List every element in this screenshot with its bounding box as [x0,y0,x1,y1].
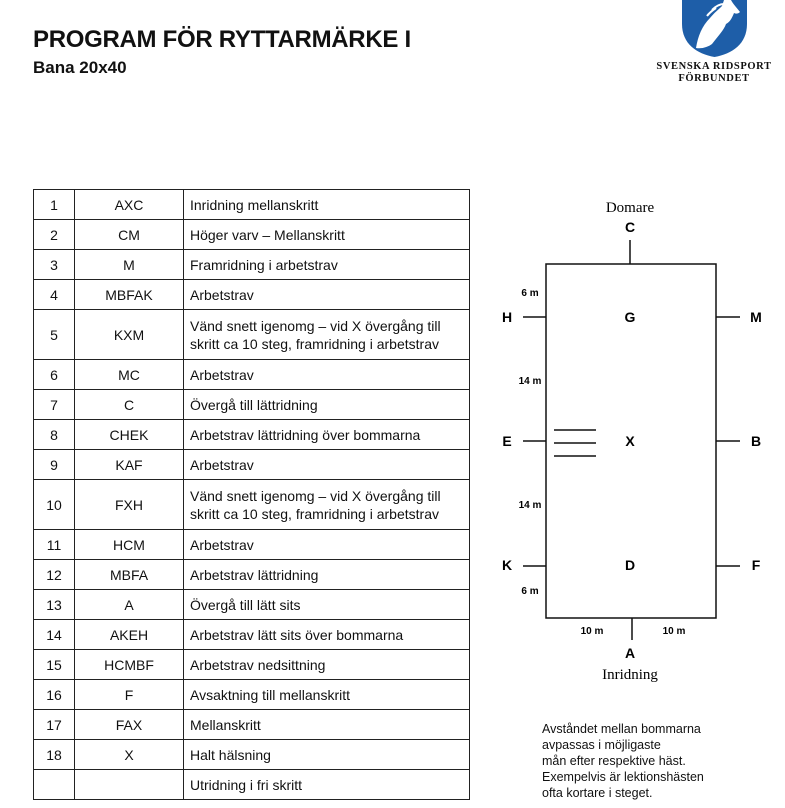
program-table [33,189,470,800]
movement-description: Arbetstrav nedsittning [184,650,470,680]
judge-label: Domare [605,200,655,216]
dim-bottom: 6 m [521,586,539,597]
table-row [34,590,470,620]
table-row [34,190,470,220]
table-row [34,710,470,740]
table-row [34,650,470,680]
letter-M: M [750,309,762,325]
movement-number: 13 [34,590,75,620]
letter-D: D [624,557,636,573]
letter-K: K [501,557,513,573]
letter-F: F [751,557,761,573]
logo-text-line2: FÖRBUNDET [678,73,750,84]
logo-text-line1: SVENSKA RIDSPORT [656,61,772,72]
table-row [34,530,470,560]
movement-description: Arbetstrav [184,280,470,310]
table-row [34,770,470,800]
movement-letters: KXM [75,310,184,360]
movement-description: Övergå till lättridning [184,390,470,420]
movement-letters: FAX [75,710,184,740]
table-row [34,680,470,710]
movement-number: 16 [34,680,75,710]
dim-top: 6 m [521,288,539,299]
movement-number: 18 [34,740,75,770]
table-row [34,360,470,390]
movement-letters: KAF [75,450,184,480]
movement-description: Framridning i arbetstrav [184,250,470,280]
movement-description: Arbetstrav lättridning [184,560,470,590]
movement-number: 8 [34,420,75,450]
movement-letters: MC [75,360,184,390]
movement-number: 12 [34,560,75,590]
arena-diagram [490,190,780,690]
dim-left-half: 10 m [580,626,604,637]
page-title: PROGRAM FÖR RYTTARMÄRKE I [33,26,411,53]
entry-label: Inridning [602,667,658,683]
movement-description: Halt hälsning [184,740,470,770]
movement-letters: MBFAK [75,280,184,310]
dim-upper: 14 m [518,376,542,387]
table-row [34,310,470,360]
movement-letters [75,770,184,800]
table-row [34,250,470,280]
table-row [34,220,470,250]
table-row [34,420,470,450]
note-line: mån efter respektive häst. [542,754,686,768]
movement-description: Mellanskritt [184,710,470,740]
movement-number: 1 [34,190,75,220]
movement-number: 15 [34,650,75,680]
movement-letters: CHEK [75,420,184,450]
movement-description: Arbetstrav lätt sits över bommarna [184,620,470,650]
table-row [34,480,470,530]
letter-C: C [624,219,636,235]
letter-H: H [501,309,513,325]
pole-distance-note [542,721,704,801]
table-row [34,560,470,590]
movement-letters: AXC [75,190,184,220]
table-row [34,280,470,310]
movement-letters: FXH [75,480,184,530]
movement-number: 4 [34,280,75,310]
movement-description: Vänd snett igenomg – vid X övergång till skritt ca 10 steg, framridning i arbetstrav [184,310,470,360]
table-row [34,620,470,650]
letter-X: X [625,433,635,449]
movement-description: Arbetstrav [184,530,470,560]
movement-number: 11 [34,530,75,560]
movement-number [34,770,75,800]
movement-letters: MBFA [75,560,184,590]
movement-number: 5 [34,310,75,360]
movement-number: 6 [34,360,75,390]
dim-lower: 14 m [518,500,542,511]
table-row [34,390,470,420]
movement-number: 17 [34,710,75,740]
movement-description: Arbetstrav [184,450,470,480]
movement-letters: HCMBF [75,650,184,680]
movement-letters: C [75,390,184,420]
movement-letters: AKEH [75,620,184,650]
movement-description: Arbetstrav lättridning över bommarna [184,420,470,450]
movement-description: Utridning i fri skritt [184,770,470,800]
movement-description: Arbetstrav [184,360,470,390]
movement-number: 14 [34,620,75,650]
note-line: ofta kortare i steget. [542,786,653,800]
movement-letters: M [75,250,184,280]
movement-description: Avsaktning till mellanskritt [184,680,470,710]
movement-letters: HCM [75,530,184,560]
letter-A: A [624,645,636,661]
movement-letters: A [75,590,184,620]
letter-E: E [502,433,512,449]
movement-description: Inridning mellanskritt [184,190,470,220]
table-row [34,450,470,480]
movement-number: 9 [34,450,75,480]
movement-letters: CM [75,220,184,250]
movement-description: Vänd snett igenomg – vid X övergång till skritt ca 10 steg, framridning i arbetstrav [184,480,470,530]
note-line: Avståndet mellan bommarna [542,722,701,736]
movement-number: 10 [34,480,75,530]
movement-number: 3 [34,250,75,280]
page-subtitle: Bana 20x40 [33,58,127,77]
note-line: Exempelvis är lektionshästen [542,770,704,784]
dim-right-half: 10 m [662,626,686,637]
movement-letters: F [75,680,184,710]
movement-number: 2 [34,220,75,250]
movement-letters: X [75,740,184,770]
letter-B: B [750,433,762,449]
movement-number: 7 [34,390,75,420]
movement-description: Höger varv – Mellanskritt [184,220,470,250]
note-line: avpassas i möjligaste [542,738,661,752]
table-row [34,740,470,770]
movement-description: Övergå till lätt sits [184,590,470,620]
letter-G: G [624,309,636,325]
ground-poles [554,430,596,456]
